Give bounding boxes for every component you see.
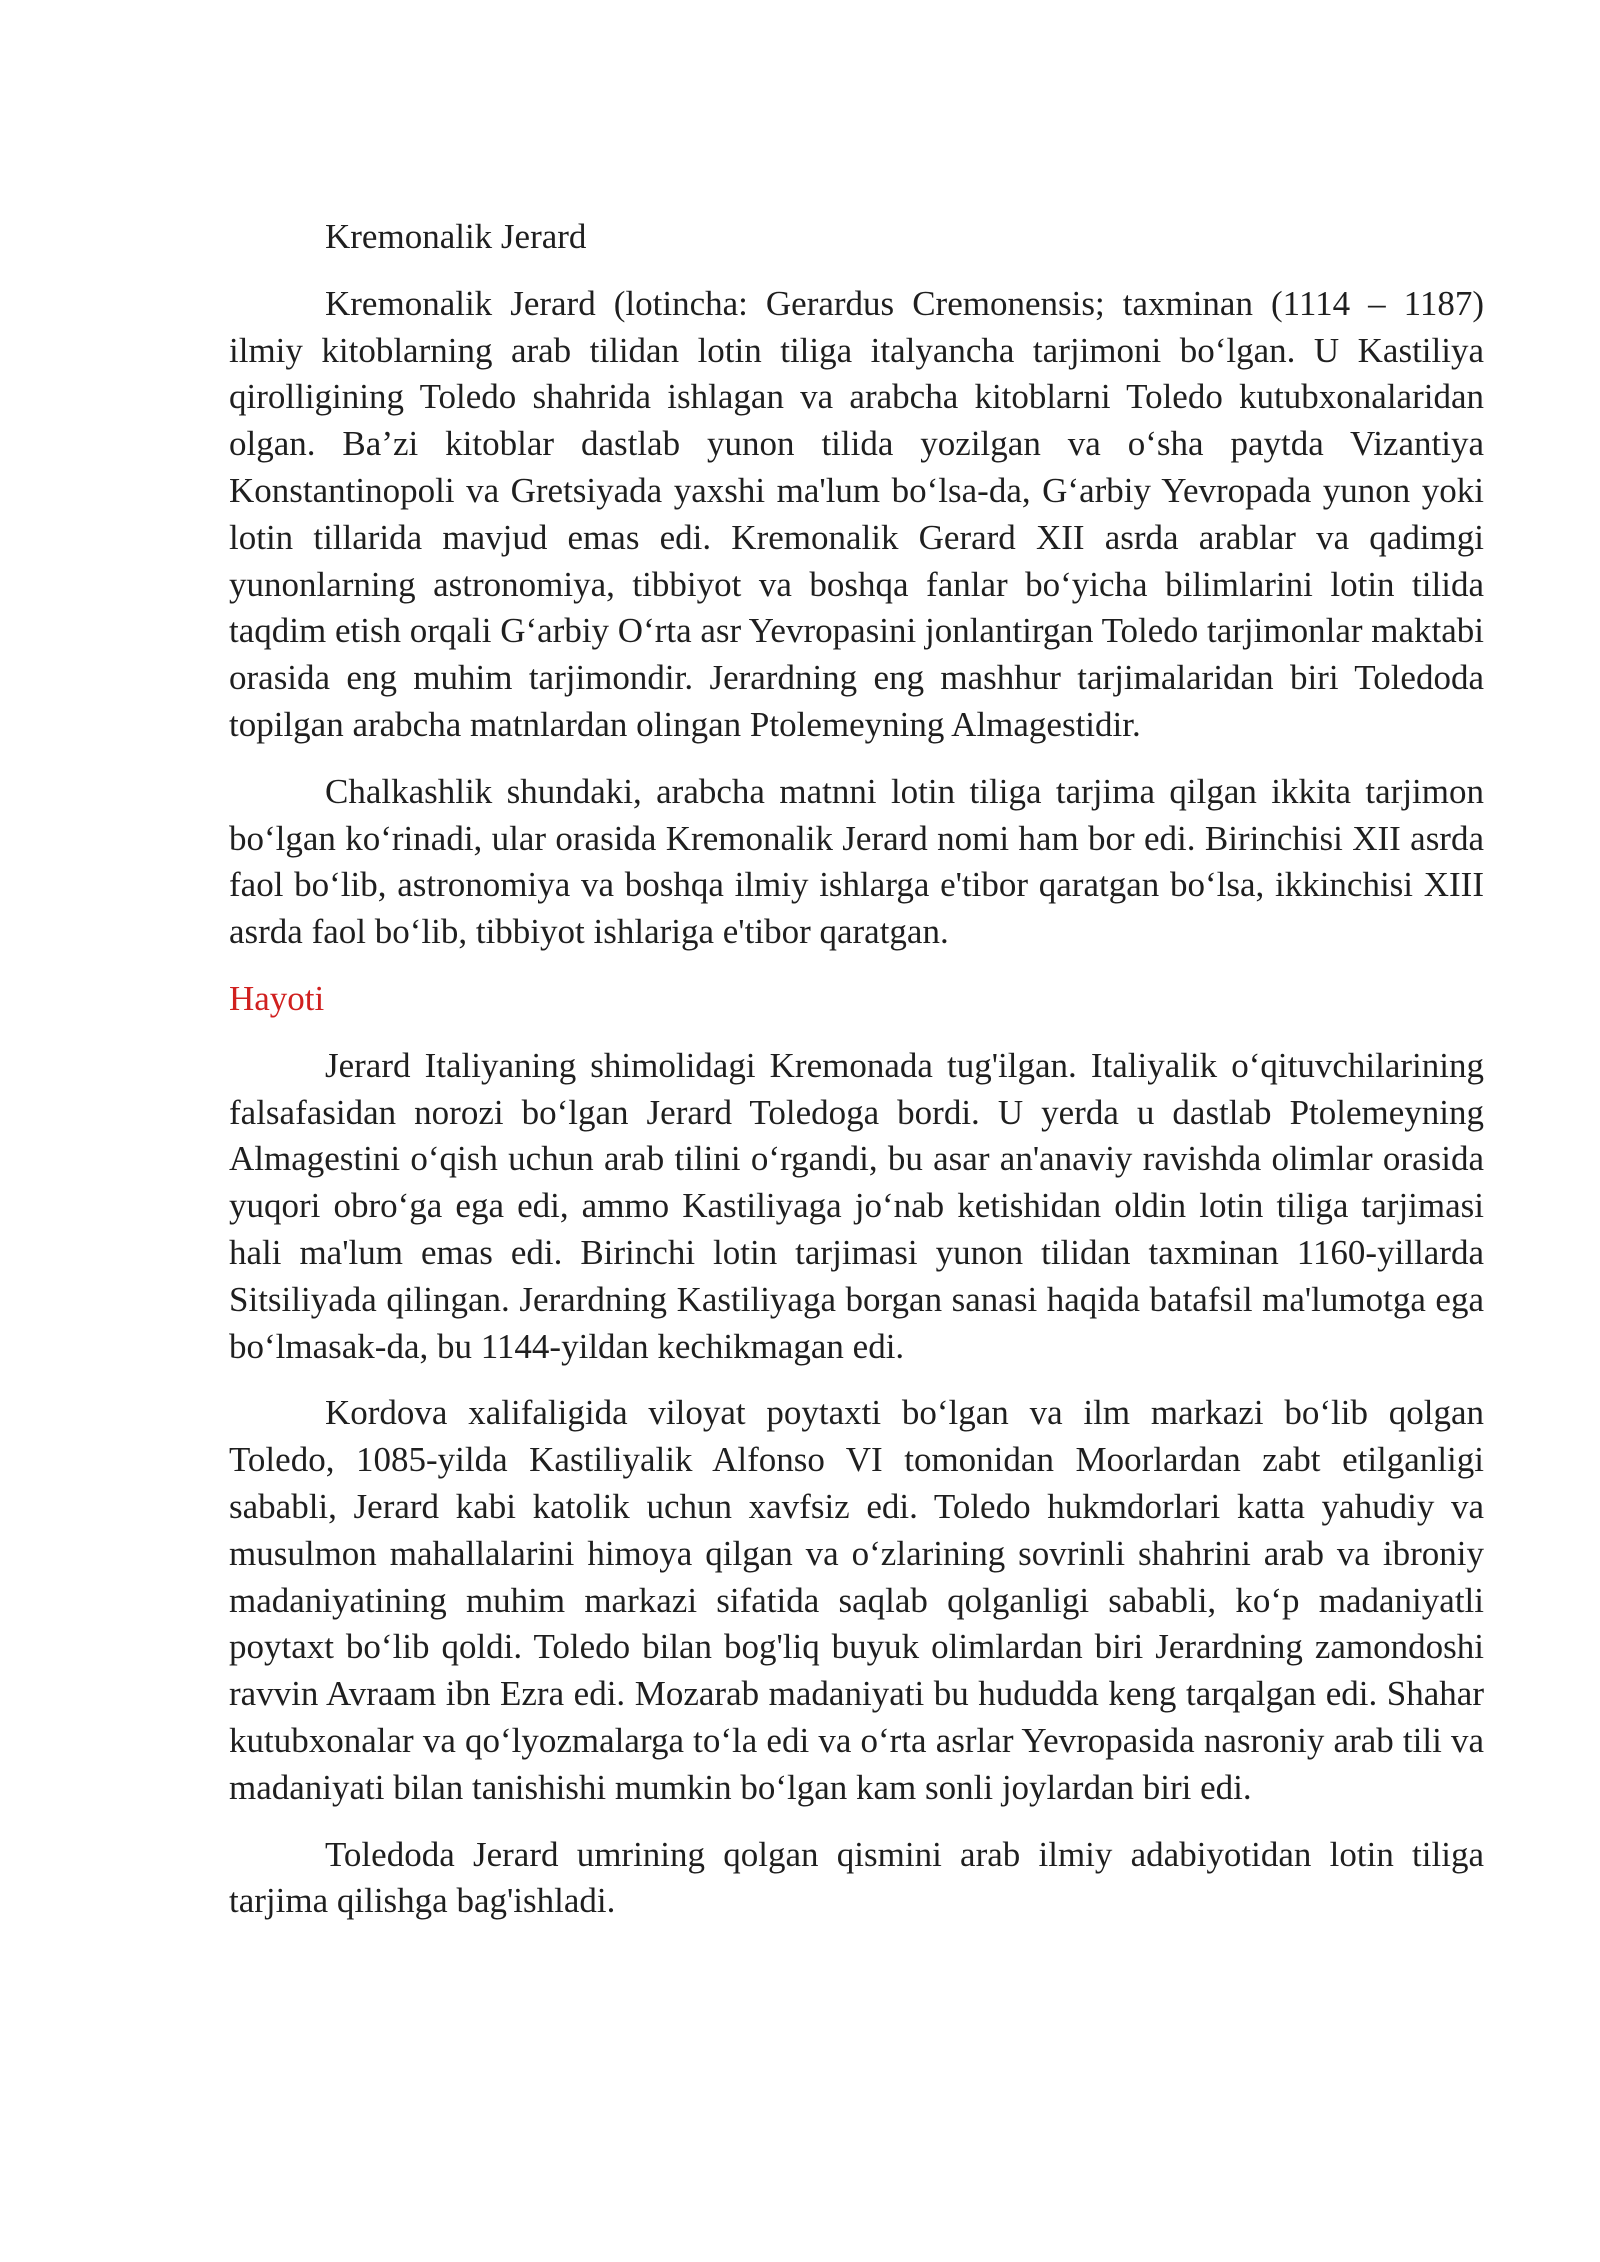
section-paragraph-3: Toledoda Jerard umrining qolgan qismini arab ilmiy adabiyotidan lotin tiliga tarjima qilishga bag'ishladi. <box>229 1834 1484 1921</box>
document-page <box>229 214 1484 1945</box>
intro-paragraph-2: Chalkashlik shundaki, arabcha matnni lotin tiliga tarjima qilgan ikkita tarjimon bo‘lgan ko‘rinadi, ular orasida Kremonalik Jerard nomi ham bor edi. Birinchisi XII asrda faol bo‘lib, astronomiya va boshqa ilmiy ishlarga e'tibor qaratgan bo‘lsa, ikkinchisi XIII asrda faol bo‘lib, tibbiyot ishlariga e'tibor qaratgan. <box>229 771 1484 952</box>
document-title: Kremonalik Jerard <box>325 217 587 256</box>
section-paragraph-1: Jerard Italiyaning shimolidagi Kremonada tug'ilgan. Italiyalik o‘qituvchilarining falsafasidan norozi bo‘lgan Jerard Toledoga bordi. U yerda u dastlab Ptolemeyning Almagestini o‘qish uchun arab tilini o‘rgandi, bu asar an'anaviy ravishda olimlar orasida yuqori obro‘ga ega edi, ammo Kastiliyaga jo‘nab ketishidan oldin lotin tiliga tarjimasi hali ma'lum emas edi. Birinchi lotin tarjimasi yunon tilidan taxminan 1160-yillarda Sitsiliyada qilingan. Jerardning Kastiliyaga borgan sanasi haqida batafsil ma'lumotga ega bo‘lmasak-da, bu 1144-yildan kechikmagan edi. <box>229 1045 1484 1366</box>
section-heading: Hayoti <box>229 978 325 1018</box>
intro-paragraph-1: Kremonalik Jerard (lotincha: Gerardus Cremonensis; taxminan (1114 – 1187) ilmiy kitoblarning arab tilidan lotin tiliga italyancha tarjimoni bo‘lgan. U Kastiliya qirolligining Toledo shahrida ishlagan va arabcha kitoblarni Toledo kutubxonalaridan olgan. Ba’zi kitoblar dastlab yunon tilida yozilgan va o‘sha paytda Vizantiya Konstantinopoli va Gretsiyada yaxshi ma'lum bo‘lsa-da, G‘arbiy Yevropada yunon yoki lotin tillarida mavjud emas edi. Kremonalik Gerard XII asrda arablar va qadimgi yunonlarning astronomiya, tibbiyot va boshqa fanlar bo‘yicha bilimlarini lotin tilida taqdim etish orqali G‘arbiy O‘rta asr Yevropasini jonlantirgan Toledo tarjimonlar maktabi orasida eng muhim tarjimondir. Jerardning eng mashhur tarjimalaridan biri Toledoda topilgan arabcha matnlardan olingan Ptolemeyning Almagestidir. <box>229 283 1485 744</box>
section-paragraph-2: Kordova xalifaligida viloyat poytaxti bo‘lgan va ilm markazi bo‘lib qolgan Toledo, 1085-yilda Kastiliyalik Alfonso VI tomonidan Moorlardan zabt etilganligi sababli, Jerard kabi katolik uchun xavfsiz edi. Toledo hukmdorlari katta yahudiy va musulmon mahallalarini himoya qilgan va o‘zlarining sovrinli shahrini arab va ibroniy madaniyatining muhim markazi sifatida saqlab qolganligi sababli, ko‘p madaniyatli poytaxt bo‘lib qoldi. Toledo bilan bog'liq buyuk olimlardan biri Jerardning zamondoshi ravvin Avraam ibn Ezra edi. Mozarab madaniyati bu hududda keng tarqalgan edi. Shahar kutubxonalar va qo‘lyozmalarga to‘la edi va o‘rta asrlar Yevropasida nasroniy arab tili va madaniyati bilan tanishishi mumkin bo‘lgan kam sonli joylardan biri edi. <box>229 1393 1484 1807</box>
